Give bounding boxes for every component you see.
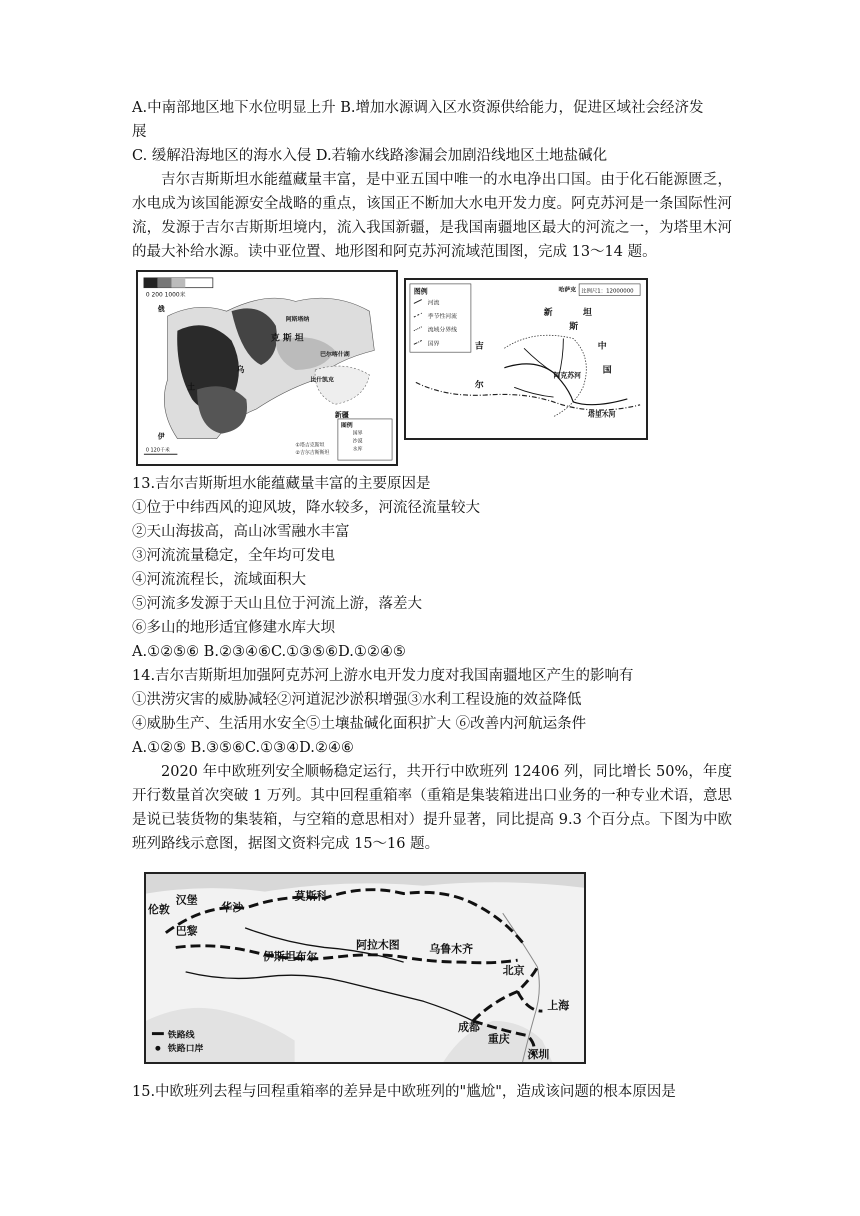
legend2-border: 国界 — [427, 341, 440, 348]
railway-route-map — [144, 872, 586, 1064]
figure-central-asia-maps — [136, 270, 732, 466]
label-balkhash: 巴尔喀什湖 — [320, 352, 350, 359]
label-astana: 阿斯塔纳 — [285, 316, 310, 323]
label-zhong: 中 — [597, 341, 607, 352]
label-e: 俄 — [157, 305, 165, 314]
label-wu: 乌 — [236, 364, 245, 374]
city-urumqi: 乌鲁木齐 — [429, 942, 473, 956]
q14-options: A.①②⑤ B.③⑤⑥C.①③④D.②④⑥ — [132, 740, 354, 756]
city-warsaw: 华沙 — [221, 901, 244, 915]
q15-stem: 15.中欧班列去程与回程重箱率的差异是中欧班列的"尴尬"，造成该问题的根本原因是 — [132, 1084, 676, 1100]
q14-items-line2: ④威胁生产、生活用水安全⑤土壤盐碱化面积扩大 ⑥改善内河航运条件 — [132, 716, 587, 732]
city-chengdu: 成都 — [458, 1020, 480, 1034]
document-page — [132, 96, 732, 1104]
q13-item-6: ⑥多山的地形适宜修建水库大坝 — [132, 620, 335, 636]
q13-item-1: ①位于中纬西风的迎风坡，降水较多，河流径流量较大 — [132, 500, 480, 516]
label-aksu: 阿克苏河 — [553, 371, 582, 380]
scale-top-label: 0 200 1000米 — [145, 292, 186, 299]
label-talimu: 塔里木河 — [587, 410, 616, 419]
label-xin: 新 — [543, 308, 553, 319]
railway-intro-paragraph: 2020 年中欧班列安全顺畅稳定运行，共开行中欧班列 12406 列，同比增长 50%，年度开行数量首次突破 1 万列。其中回程重箱率（重箱是集装箱进出口业务的一种专业术语，意思是说已装货物的集装箱，与空箱的意思相对）提升显著，同比提高 9.3 个百分点。下图为中欧班列路线示意图，据图文资料完成 15～16 题。 — [132, 764, 732, 852]
country1-label: ①塔吉克斯坦 — [295, 442, 325, 449]
label-tu: 土 — [187, 382, 196, 392]
q14-items-line1: ①洪涝灾害的威胁减轻②河道泥沙淤积增强③水利工程设施的效益降低 — [132, 692, 582, 708]
label-ha: 哈萨克 — [558, 287, 577, 294]
label-yi: 伊 — [157, 432, 165, 441]
q13-stem: 13.吉尔吉斯斯坦水能蕴藏量丰富的主要原因是 — [132, 476, 431, 492]
city-almaty: 阿拉木图 — [356, 938, 400, 952]
legend1-water: 水库 — [352, 446, 363, 453]
legend2-basin: 流域分界线 — [427, 327, 458, 334]
legend1-title: 图例 — [340, 422, 353, 429]
label-ji: 吉 — [474, 341, 484, 352]
label-bishkek: 比什凯克 — [310, 377, 334, 384]
label-guo: 国 — [602, 365, 612, 376]
q12-option-line2: 展 — [132, 124, 147, 140]
q14-stem: 14.吉尔吉斯斯坦加强阿克苏河上游水电开发力度对我国南疆地区产生的影响有 — [132, 668, 634, 684]
label-tan: 坦 — [583, 308, 592, 319]
city-chongqing: 重庆 — [487, 1032, 510, 1046]
city-moscow: 莫斯科 — [294, 889, 328, 903]
city-istanbul: 伊斯坦布尔 — [262, 950, 318, 964]
aksu-river-basin-map — [404, 278, 648, 440]
central-asia-terrain-map — [136, 270, 398, 466]
label-xinjiang: 新疆 — [334, 410, 349, 419]
map2-scale: 比例尺1：12000000 — [581, 288, 634, 295]
q13-item-2: ②天山海拔高，高山冰雪融水丰富 — [132, 524, 350, 540]
q13-options: A.①②⑤⑥ B.②③④⑥C.①③⑤⑥D.①②④⑤ — [132, 644, 406, 660]
country2-label: ②吉尔吉斯斯坦 — [295, 450, 330, 457]
legend2-river: 河流 — [427, 300, 440, 307]
label-si: 斯 — [569, 321, 579, 332]
legend2-seasonal: 季节性河流 — [427, 314, 458, 321]
city-shenzhen: 深圳 — [527, 1048, 550, 1062]
q13-item-4: ④河流流程长，流域面积大 — [132, 572, 306, 588]
label-er: 尔 — [474, 380, 484, 391]
q12-option-line3: C. 缓解沿海地区的海水入侵 D.若输水线路渗漏会加剧沿线地区土地盐碱化 — [132, 148, 608, 164]
figure-china-europe-railway-map — [144, 872, 732, 1072]
city-paris: 巴黎 — [175, 924, 198, 938]
city-london: 伦敦 — [147, 903, 170, 917]
scale-bottom-label: 0 120千米 — [145, 447, 170, 454]
city-beijing: 北京 — [502, 963, 525, 977]
kyrgyz-intro-paragraph: 吉尔吉斯斯坦水能蕴藏量丰富，是中亚五国中唯一的水电净出口国。由于化石能源匮乏，水电成为该国能源安全战略的重点，该国正不断加大水电开发力度。阿克苏河是一条国际性河流，发源于吉尔吉斯斯坦境内，流入我国新疆，是我国南疆地区最大的河流之一，为塔里木河的最大补给水源。读中亚位置、地形图和阿克苏河流域范围图，完成 13～14 题。 — [132, 172, 732, 260]
legend2-title: 图例 — [413, 287, 428, 296]
label-kazakh: 克 斯 坦 — [270, 333, 304, 344]
legend3-railway: 铁路线 — [167, 1030, 195, 1041]
legend3-port: 铁路口岸 — [167, 1044, 204, 1055]
q13-item-3: ③河流流量稳定，全年均可发电 — [132, 548, 335, 564]
q12-option-line1: A.中南部地区地下水位明显上升 B.增加水源调入区水资源供给能力，促进区域社会经济发 — [132, 100, 704, 116]
legend1-desert: 沙漠 — [352, 438, 363, 445]
q13-item-5: ⑤河流多发源于天山且位于河流上游，落差大 — [132, 596, 422, 612]
city-shanghai: 上海 — [547, 999, 570, 1013]
legend1-border: 国界 — [352, 430, 363, 437]
city-hamburg: 汉堡 — [175, 893, 198, 907]
